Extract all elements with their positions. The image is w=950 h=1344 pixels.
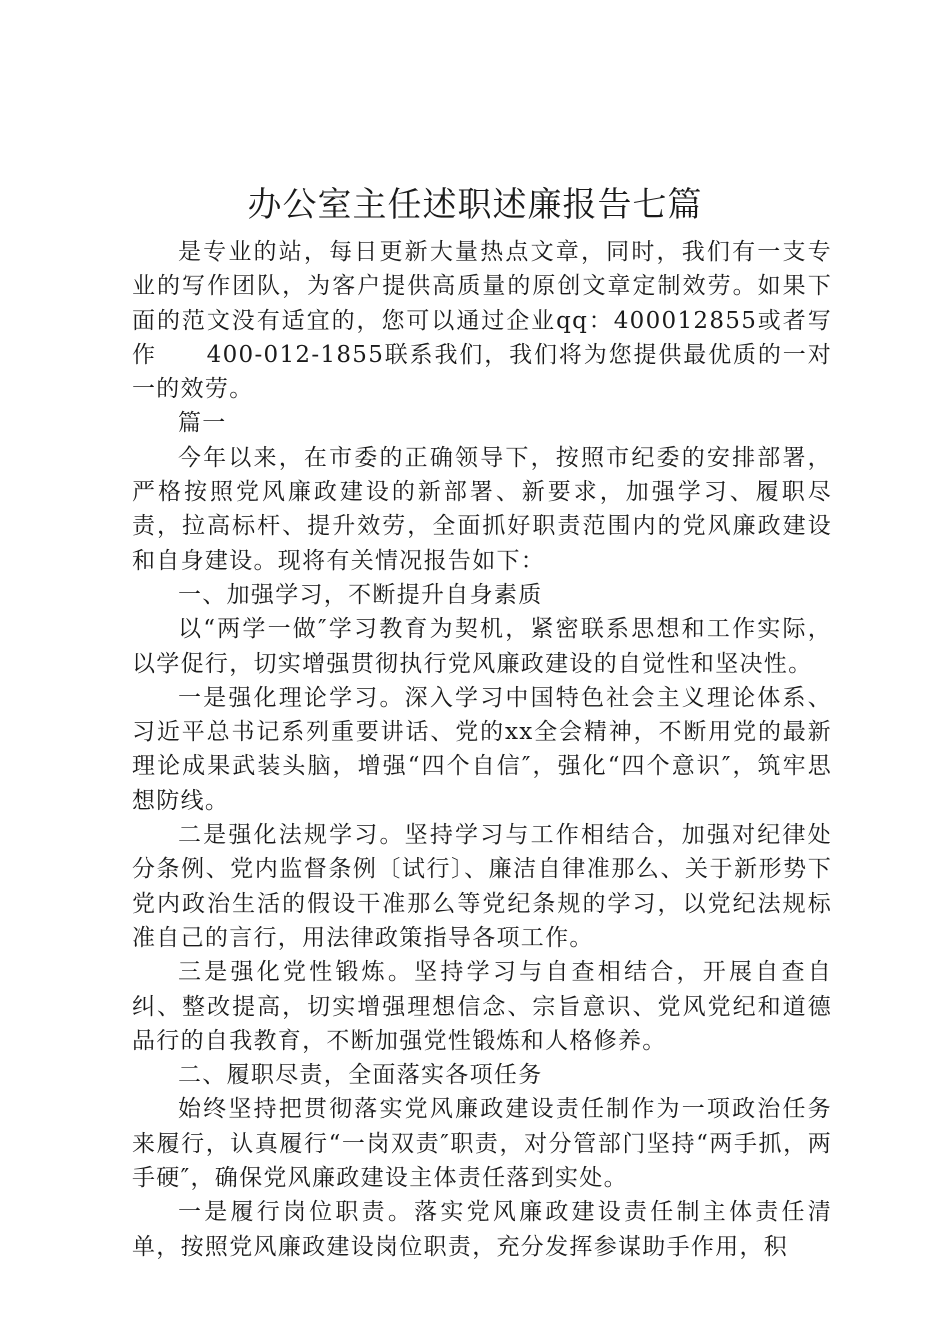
section-label: 篇一 <box>178 410 227 437</box>
document-body <box>132 235 832 1264</box>
paragraph: 以“两学一做″学习教育为契机，紧密联系思想和工作实际，以学促行，切实增强贯彻执行党风廉政建设的自觉性和坚决性。 <box>132 616 832 677</box>
section-heading: 二、履职尽责，全面落实各项任务 <box>178 1062 543 1089</box>
section-heading: 一、加强学习，不断提升自身素质 <box>178 581 543 608</box>
paragraph: 一是强化理论学习。深入学习中国特色社会主义理论体系、习近平总书记系列重要讲话、党的xx全会精神，不断用党的最新理论成果武装头脑，增强“四个自信″，强化“四个意识″，筑牢思想防线。 <box>132 684 832 814</box>
paragraph: 始终坚持把贯彻落实党风廉政建设责任制作为一项政治任务来履行，认真履行“一岗双责″职责，对分管部门坚持“两手抓，两手硬″，确保党风廉政建设主体责任落到实处。 <box>132 1096 832 1192</box>
paragraph: 一是履行岗位职责。落实党风廉政建设责任制主体责任清单，按照党风廉政建设岗位职责，充分发挥参谋助手作用，积 <box>132 1199 832 1260</box>
paragraph: 今年以来，在市委的正确领导下，按照市纪委的安排部署，严格按照党风廉政建设的新部署、新要求，加强学习、履职尽责，拉高标杆、提升效劳，全面抓好职责范围内的党风廉政建设和自身建设。现将有关情况报告如下： <box>132 444 832 574</box>
document-title: 办公室主任述职述廉报告七篇 <box>247 185 703 225</box>
paragraph: 二是强化法规学习。坚持学习与工作相结合，加强对纪律处分条例、党内监督条例〔试行〕、廉洁自律准那么、关于新形势下党内政治生活的假设干准那么等党纪条规的学习，以党纪法规标准自己的言行，用法律政策指导各项工作。 <box>132 822 832 951</box>
paragraph: 三是强化党性锻炼。坚持学习与自查相结合，开展自查自纠、整改提高，切实增强理想信念、宗旨意识、党风党纪和道德品行的自我教育，不断加强党性锻炼和人格修养。 <box>132 959 832 1054</box>
intro-paragraph: 是专业的站，每日更新大量热点文章，同时，我们有一支专业的写作团队，为客户提供高质量的原创文章定制效劳。如果下面的范文没有适宜的，您可以通过企业qq：400012855或者写作 400-012-1855联系我们，我们将为您提供最优质的一对一的效劳。 <box>132 239 832 403</box>
